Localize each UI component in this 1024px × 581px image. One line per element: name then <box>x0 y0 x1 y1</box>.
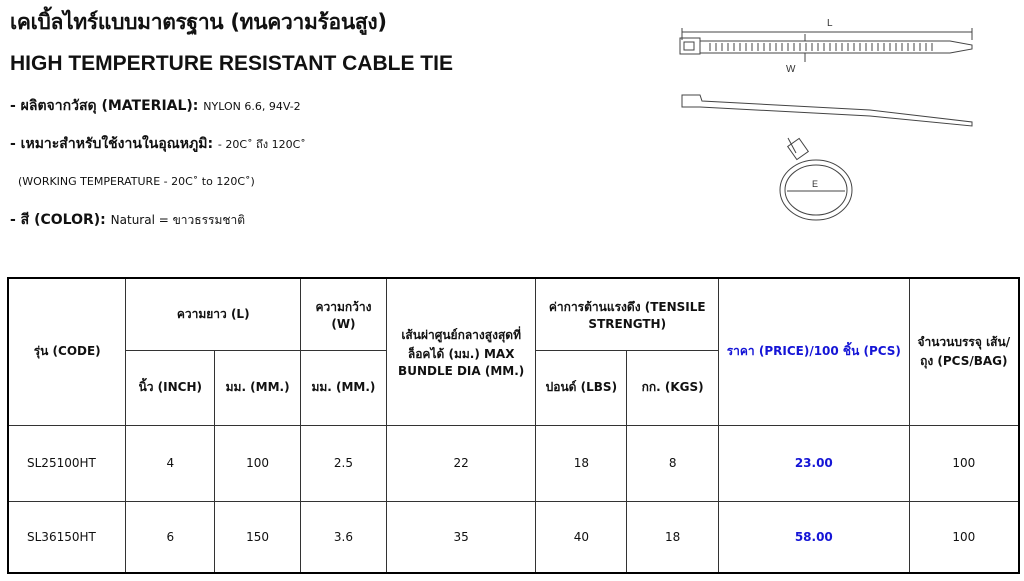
working-temperature-note: (WORKING TEMPERATURE - 20C˚ to 120C˚) <box>18 175 255 188</box>
cell-mm: 100 <box>215 425 301 501</box>
color-spec <box>10 209 245 231</box>
header-length: ความยาว (L) <box>126 278 301 350</box>
material-label: - ผลิตจากวัสดุ (MATERIAL): <box>10 98 199 114</box>
temperature-spec <box>10 133 306 155</box>
cell-code: SL25100HT <box>8 425 126 501</box>
cell-code: SL36150HT <box>8 501 126 573</box>
cable-tie-diagram <box>670 10 980 240</box>
spec-table <box>7 277 1020 574</box>
cell-bundle: 35 <box>386 501 536 573</box>
temperature-label: - เหมาะสำหรับใช้งานในอุณหภูมิ: <box>10 136 214 152</box>
header-width: ความกว้าง (W) <box>301 278 387 350</box>
table-header-row <box>8 278 1019 350</box>
header-inch: นิ้ว (INCH) <box>126 350 215 425</box>
table-row <box>8 425 1019 501</box>
cell-inch: 6 <box>126 501 215 573</box>
table-row <box>8 501 1019 573</box>
header-mm: มม. (MM.) <box>215 350 301 425</box>
cell-width: 2.5 <box>301 425 387 501</box>
material-value: NYLON 6.6, 94V-2 <box>203 100 301 113</box>
header-lbs: ปอนด์ (LBS) <box>536 350 627 425</box>
cell-price: 58.00 <box>719 501 910 573</box>
cell-lbs: 40 <box>536 501 627 573</box>
width-label: W <box>786 64 796 75</box>
cell-inch: 4 <box>126 425 215 501</box>
header-tensile: ค่าการต้านแรงดึง (TENSILE STRENGTH) <box>536 278 719 350</box>
cell-kgs: 18 <box>627 501 719 573</box>
header-kgs: กก. (KGS) <box>627 350 719 425</box>
header-code: รุ่น (CODE) <box>8 278 126 425</box>
header-price: ราคา (PRICE)/100 ชิ้น (PCS) <box>719 278 910 425</box>
cell-price: 23.00 <box>719 425 910 501</box>
page-title-english: HIGH TEMPERTURE RESISTANT CABLE TIE <box>10 52 453 75</box>
header-pack: จำนวนบรรจุ เส้น/ถุง (PCS/BAG) <box>909 278 1019 425</box>
material-spec <box>10 95 301 117</box>
cell-mm: 150 <box>215 501 301 573</box>
color-value: Natural = ขาวธรรมชาติ <box>110 213 246 227</box>
bundle-label: E <box>812 179 819 189</box>
cell-pack: 100 <box>909 425 1019 501</box>
header-width-unit: มม. (MM.) <box>301 350 387 425</box>
length-label: L <box>827 18 833 29</box>
temperature-value: - 20C˚ ถึง 120C˚ <box>217 138 306 151</box>
cell-kgs: 8 <box>627 425 719 501</box>
cell-lbs: 18 <box>536 425 627 501</box>
cell-pack: 100 <box>909 501 1019 573</box>
cell-width: 3.6 <box>301 501 387 573</box>
color-label: - สี (COLOR): <box>10 212 106 228</box>
header-bundle-dia: เส้นผ่าศูนย์กลางสูงสุดที่ล็อคได้ (มม.) MAX BUNDLE DIA (MM.) <box>386 278 536 425</box>
page-title-thai: เคเบิ้ลไทร์แบบมาตรฐาน (ทนความร้อนสูง) <box>10 10 387 34</box>
cell-bundle: 22 <box>386 425 536 501</box>
